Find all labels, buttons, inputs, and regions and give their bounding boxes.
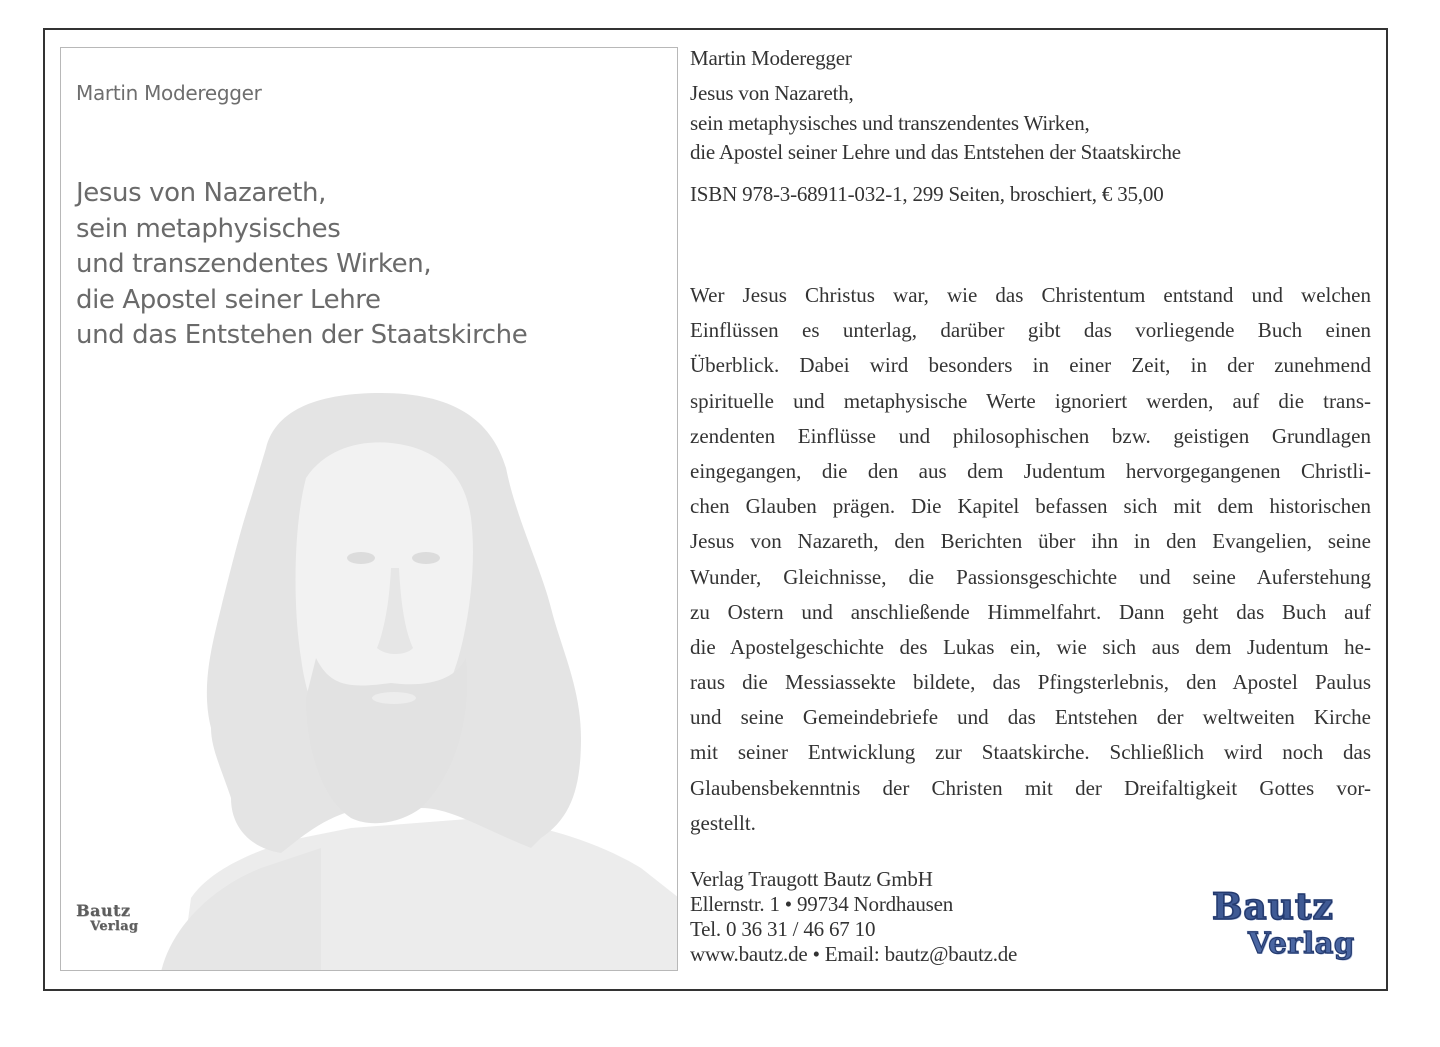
description-line: Jesus von Nazareth, den Berichten über ihn in den Evangelien, seine (690, 529, 1371, 554)
publisher-web-email: www.bautz.de • Email: bautz@bautz.de (690, 942, 1018, 966)
cover-title-line: und das Entstehen der Staatskirche (76, 320, 528, 350)
cover-logo-line2: Verlag (90, 919, 139, 934)
publisher-logo-line2: Verlag (1248, 926, 1355, 960)
cover-publisher-logo (76, 903, 138, 933)
cover-title-line: Jesus von Nazareth, (76, 178, 326, 208)
cover-title-line: sein metaphysisches (76, 213, 341, 244)
description-line: raus die Messiassekte bildete, das Pfingsterlebnis, den Apostel Paulus (690, 670, 1371, 695)
description-line: Wer Jesus Christus war, wie das Christentum entstand und welchen (690, 283, 1371, 307)
book-title-line: Jesus von Nazareth, (690, 81, 854, 105)
description-line: gestellt. (690, 810, 756, 835)
publisher-address: Ellernstr. 1 • 99734 Nordhausen (690, 892, 954, 916)
book-author: Martin Moderegger (690, 46, 852, 70)
cover-title-line: die Apostel seiner Lehre (76, 284, 381, 315)
cover-logo-line1: Bautz (76, 901, 131, 920)
publisher-contact (690, 867, 1017, 967)
book-title-line: die Apostel seiner Lehre und das Entstehen der Staatskirche (690, 140, 1181, 164)
cover-title (76, 176, 527, 354)
description-line: Einflüssen es unterlag, darüber gibt das vorliegende Buch einen (690, 318, 1371, 343)
description-line: zu Ostern und anschließende Himmelfahrt. Dann geht das Buch auf (690, 599, 1371, 624)
description-line: eingegangen, die den aus dem Judentum hervorgegangenen Christli- (690, 458, 1371, 483)
description-line: zendenten Einflüsse und philosophischen bzw. geistigen Grundlagen (690, 423, 1371, 448)
description-line: Wunder, Gleichnisse, die Passionsgeschichte und seine Auferstehung (690, 564, 1371, 589)
book-cover (60, 47, 678, 971)
cover-title-line: und transzendentes Wirken, (76, 249, 432, 279)
book-info (690, 44, 1372, 208)
description-line: spirituelle und metaphysische Werte ignoriert werden, auf die trans- (690, 388, 1371, 413)
cover-author: Martin Moderegger (76, 81, 262, 105)
description-line: mit seiner Entwicklung zur Staatskirche. Schließlich wird noch das (690, 740, 1371, 765)
publisher-name: Verlag Traugott Bautz GmbH (690, 867, 933, 891)
publisher-phone: Tel. 0 36 31 / 46 67 10 (690, 917, 876, 941)
publisher-logo-line1: Bautz (1212, 886, 1334, 928)
isbn-line: ISBN 978-3-68911-032-1, 299 Seiten, broschiert, € 35,00 (690, 181, 1164, 206)
description-line: die Apostelgeschichte des Lukas ein, wie sich aus dem Judentum he- (690, 634, 1371, 659)
description-line: Glaubensbekenntnis der Christen mit der Dreifaltigkeit Gottes vor- (690, 775, 1371, 800)
description-line: chen Glauben prägen. Die Kapitel befassen sich mit dem historischen (690, 494, 1371, 519)
description-line: und seine Gemeindebriefe und das Entstehen der weltweiten Kirche (690, 705, 1371, 730)
book-title-line: sein metaphysisches und transzendentes Wirken, (690, 110, 1090, 135)
publisher-logo (1212, 886, 1372, 969)
book-title (690, 79, 1372, 168)
description-line: Überblick. Dabei wird besonders in einer Zeit, in der zunehmend (690, 353, 1371, 378)
book-description (690, 278, 1371, 841)
